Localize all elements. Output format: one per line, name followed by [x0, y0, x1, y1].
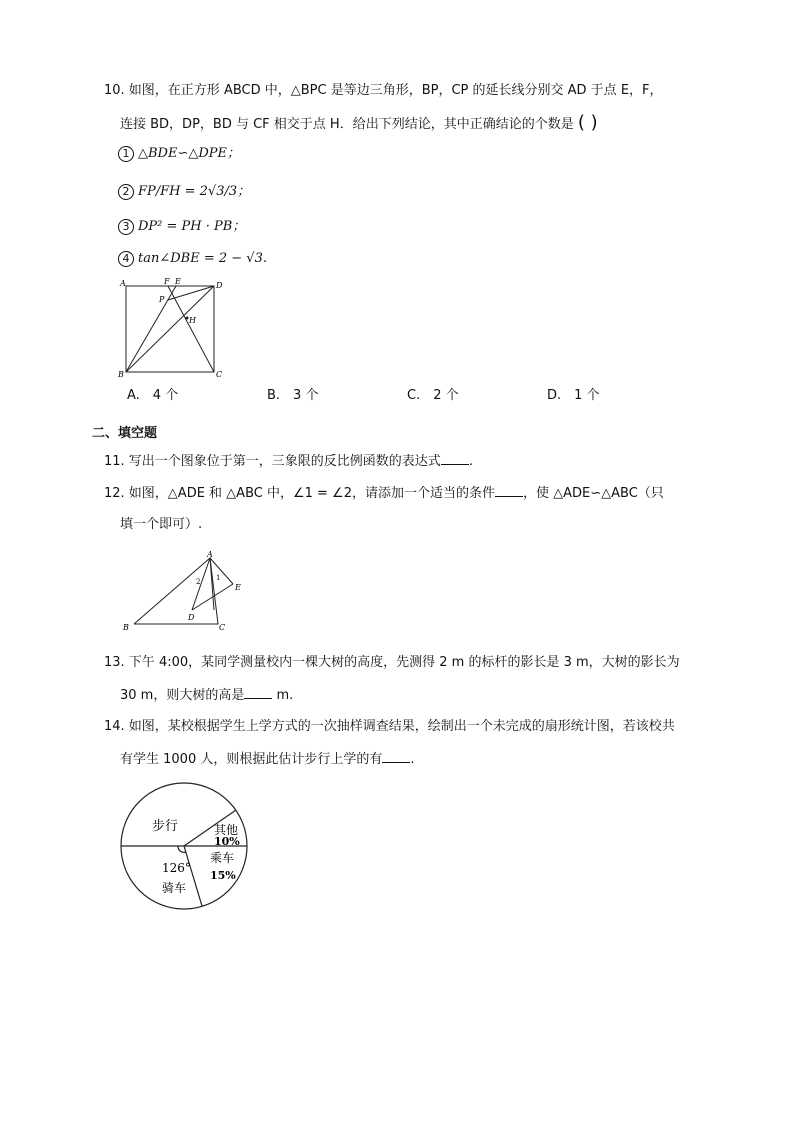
label-D: D [188, 613, 195, 622]
q11-answer-blank[interactable] [441, 452, 469, 465]
pie-bus-label: 乘车 [210, 851, 235, 865]
label-E: E [175, 277, 181, 286]
q10-line2-text: 连接 BD，DP，BD 与 CF 相交于点 H．给出下列结论，其中正确结论的个数是 [120, 117, 574, 132]
pie-walk-label: 步行 [152, 819, 179, 834]
q10-option-d[interactable]: D. 1 个 [547, 388, 600, 403]
q12-line2: 填一个即可）. [120, 517, 203, 532]
q10-line2 [120, 114, 598, 134]
label-B: B [123, 623, 129, 632]
q14-line2: 有学生 1000 人，则根据此估计步行上学的有 . [120, 752, 415, 767]
label-H: H [189, 316, 196, 325]
label-P: P [159, 295, 165, 304]
q10-statement-1: 1 △BDE∽△DPE； [118, 145, 240, 163]
label-A: A [207, 550, 213, 559]
q14-answer-blank[interactable] [382, 750, 410, 763]
label-C: C [219, 623, 226, 632]
label-A: A [120, 279, 126, 288]
q10-statement-3: 3 DP² = PH · PB； [118, 218, 245, 236]
circled-number: 4 [118, 251, 134, 267]
q10-statement-4: 4 tan∠DBE = 2 − √3. [118, 250, 267, 268]
angle-2-label: 2 [196, 578, 201, 586]
q10-option-a[interactable]: A. 4 个 [127, 388, 179, 403]
label-B: B [118, 370, 124, 379]
q10-answer-paren[interactable]: ( ) [577, 112, 598, 133]
q10-option-c[interactable]: C. 2 个 [407, 388, 459, 403]
q12-triangle-figure [116, 548, 256, 634]
pie-other-label: 其他 [214, 823, 239, 837]
q13-line1: 13. 下午 4:00，某同学测量校内一棵大树的高度，先测得 2 m 的标杆的影长是 3 m，大树的影长为 [104, 655, 680, 670]
q10-statement-2: 2 FP/FH = 2√3/3； [118, 183, 250, 201]
q13-answer-blank[interactable] [244, 686, 272, 699]
angle-1-label: 1 [216, 574, 221, 582]
label-E: E [235, 583, 241, 592]
q13-line2: 30 m，则大树的高是 m. [120, 688, 294, 703]
circled-number: 2 [118, 184, 134, 200]
section-title: 二、填空题 [92, 426, 158, 441]
circled-number: 1 [118, 146, 134, 162]
pie-bus-pct: 15% [210, 869, 236, 882]
q12-line1: 12. 如图，△ADE 和 △ABC 中，∠1 = ∠2，请添加一个适当的条件 ，使 △ADE∽△ABC（只 [104, 486, 664, 501]
q14-line1: 14. 如图，某校根据学生上学方式的一次抽样调查结果，绘制出一个未完成的扇形统计图，若该校共 [104, 719, 675, 734]
pie-bike-label: 骑车 [162, 881, 187, 895]
pie-bike-angle: 126° [162, 861, 191, 875]
q10-line1: 10. 如图，在正方形 ABCD 中，△BPC 是等边三角形，BP，CP 的延长线分别交 AD 于点 E，F， [104, 83, 663, 98]
pie-other-pct: 10% [214, 835, 240, 848]
q11: 11. 写出一个图象位于第一，三象限的反比例函数的表达式 . [104, 454, 473, 469]
q14-pie-figure [116, 782, 256, 912]
label-C: C [216, 370, 223, 379]
label-F: F [164, 277, 170, 286]
q12-answer-blank[interactable] [495, 484, 523, 497]
q10-square-figure [112, 276, 232, 380]
q10-option-b[interactable]: B. 3 个 [267, 388, 319, 403]
label-D: D [216, 281, 223, 290]
circled-number: 3 [118, 219, 134, 235]
